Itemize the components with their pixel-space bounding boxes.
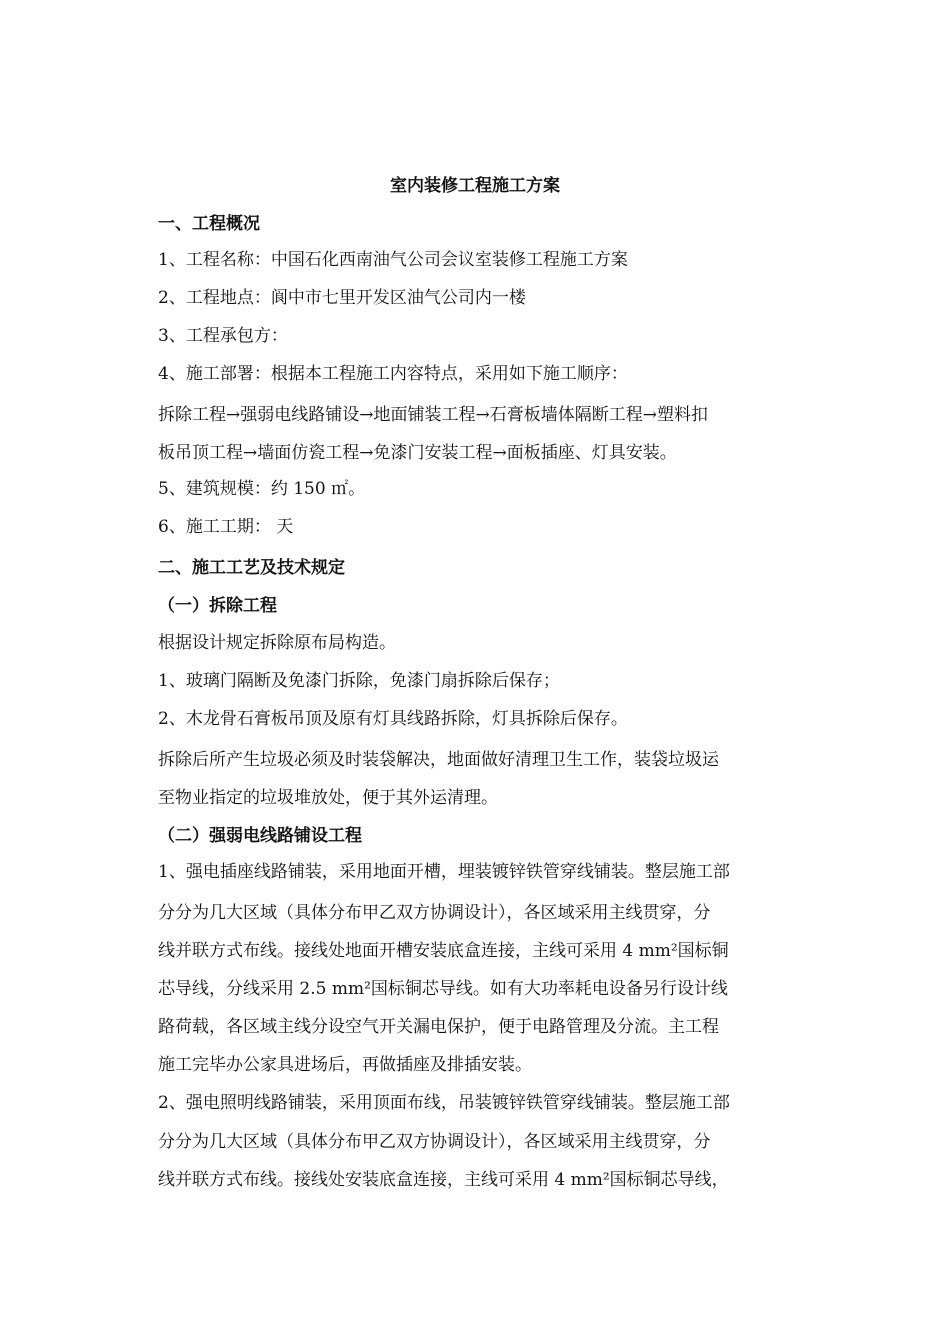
paragraph-line: 板吊顶工程→墙面仿瓷工程→免漆门安装工程→面板插座、灯具安装。 <box>158 443 677 463</box>
paragraph-line: 线并联方式布线。接线处地面开槽安装底盒连接，主线可采用 4 mm²国标铜 <box>158 941 729 961</box>
subsection-heading: （一）拆除工程 <box>158 596 277 616</box>
paragraph-line: 1、工程名称：中国石化西南油气公司会议室装修工程施工方案 <box>158 250 628 270</box>
paragraph-line: 5、建筑规模：约 150 ㎡。 <box>158 479 366 499</box>
paragraph-line: 拆除工程→强弱电线路铺设→地面铺装工程→石膏板墙体隔断工程→塑料扣 <box>158 405 708 425</box>
paragraph-line: 拆除后所产生垃圾必须及时装袋解决，地面做好清理卫生工作，装袋垃圾运 <box>158 750 719 770</box>
paragraph-line: 2、工程地点：阆中市七里开发区油气公司内一楼 <box>158 288 526 308</box>
paragraph-line: 施工完毕办公家具进场后，再做插座及排插安装。 <box>158 1055 532 1075</box>
paragraph-line: 至物业指定的垃圾堆放处，便于其外运清理。 <box>158 788 498 808</box>
paragraph-line: 根据设计规定拆除原布局构造。 <box>158 633 396 653</box>
paragraph-line: 2、强电照明线路铺装，采用顶面布线，吊装镀锌铁管穿线铺装。整层施工部 <box>158 1093 730 1113</box>
paragraph-line: 芯导线，分线采用 2.5 mm²国标铜芯导线。如有大功率耗电设备另行设计线 <box>158 979 728 999</box>
paragraph-line: 1、强电插座线路铺装，采用地面开槽，埋装镀锌铁管穿线铺装。整层施工部 <box>158 862 730 882</box>
paragraph-line: 4、施工部署：根据本工程施工内容特点，采用如下施工顺序： <box>158 364 628 384</box>
paragraph-line: 路荷载，各区域主线分设空气开关漏电保护，便于电路管理及分流。主工程 <box>158 1017 719 1037</box>
document-title: 室内装修工程施工方案 <box>390 176 560 196</box>
paragraph-line: 3、工程承包方： <box>158 326 288 346</box>
paragraph-line: 1、玻璃门隔断及免漆门拆除，免漆门扇拆除后保存； <box>158 671 560 691</box>
paragraph-line: 2、木龙骨石膏板吊顶及原有灯具线路拆除，灯具拆除后保存。 <box>158 709 628 729</box>
section-heading: 二、施工工艺及技术规定 <box>158 558 345 578</box>
section-heading: 一、工程概况 <box>158 214 260 234</box>
subsection-heading: （二）强弱电线路铺设工程 <box>158 826 362 846</box>
paragraph-line: 6、施工工期： 天 <box>158 517 294 537</box>
paragraph-line: 线并联方式布线。接线处安装底盒连接，主线可采用 4 mm²国标铜芯导线， <box>158 1170 729 1190</box>
paragraph-line: 分分为几大区域（具体分布甲乙双方协调设计），各区域采用主线贯穿，分 <box>158 1132 711 1152</box>
paragraph-line: 分分为几大区域（具体分布甲乙双方协调设计），各区域采用主线贯穿，分 <box>158 903 711 923</box>
